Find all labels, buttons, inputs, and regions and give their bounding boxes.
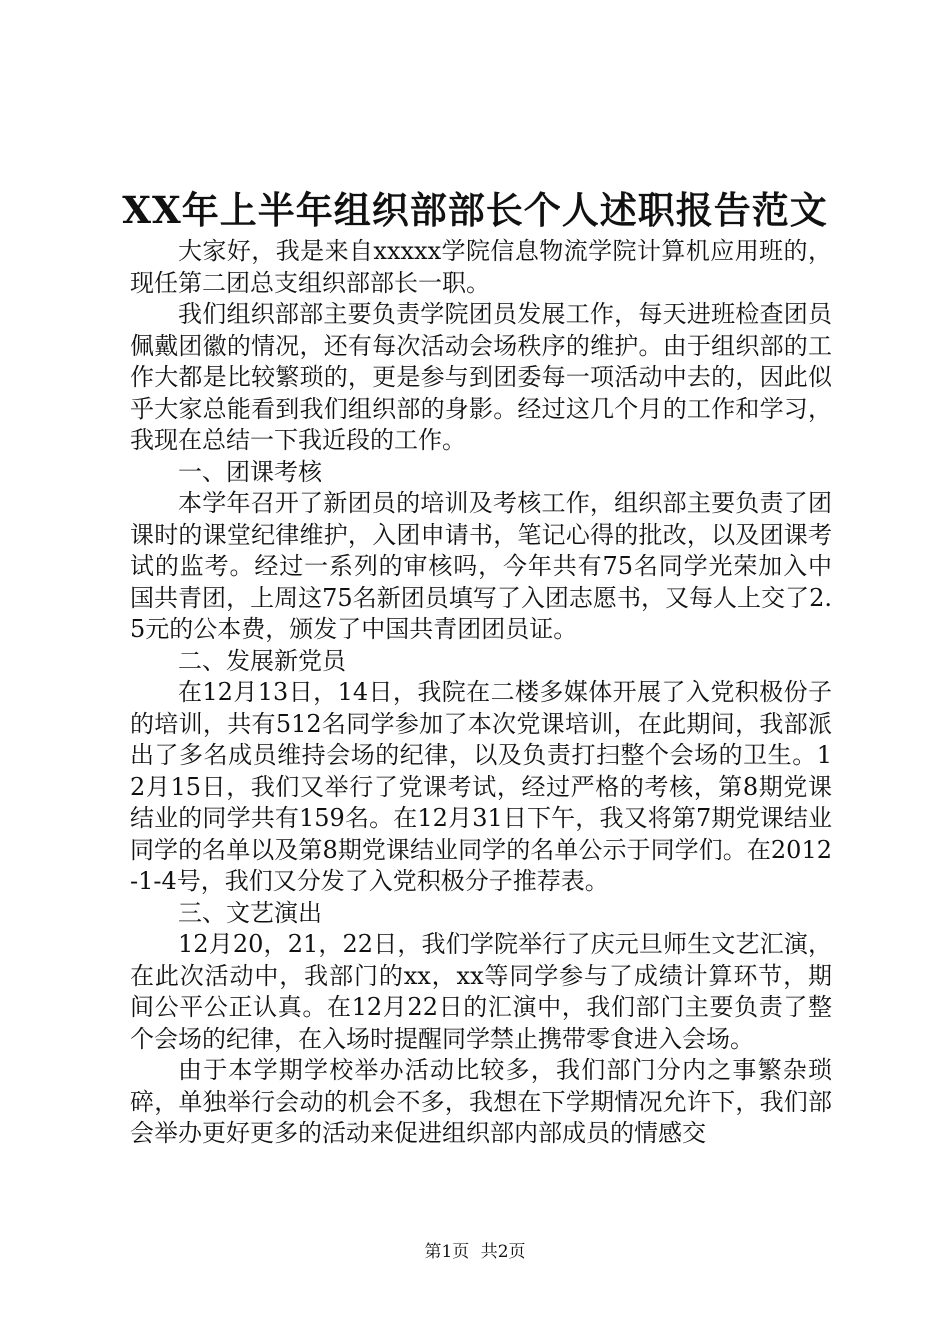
paragraph-intro: 大家好，我是来自xxxxx学院信息物流学院计算机应用班的，现任第二团总支组织部部长一职。 xyxy=(130,237,832,297)
section-heading-1: 一、团课考核 xyxy=(178,457,322,486)
paragraph-overview: 我们组织部部主要负责学院团员发展工作，每天进班检查团员佩戴团徽的情况，还有每次活动会场秩序的维护。由于组织部的工作大都是比较繁琐的，更是参与到团委每一项活动中去的，因此似乎大家总能看到我们组织部的身影。经过这几个月的工作和学习，我现在总结一下我近段的工作。 xyxy=(130,300,832,454)
section-heading-3: 三、文艺演出 xyxy=(178,898,322,927)
page-footer xyxy=(0,1240,950,1264)
paragraph-section-1: 本学年召开了新团员的培训及考核工作，组织部主要负责了团课时的课堂纪律维护，入团申请书，笔记心得的批改，以及团课考试的监考。经过一系列的审核吗，今年共有75名同学光荣加入中国共青团，上周这75名新团员填写了入团志愿书，又每人上交了2.5元的公本费，颁发了中国共青团团员证。 xyxy=(130,489,832,643)
paragraph-section-3: 12月20，21，22日，我们学院举行了庆元旦师生文艺汇演，在此次活动中，我部门的xx，xx等同学参与了成绩计算环节，期间公平公正认真。在12月22日的汇演中，我们部门主要负责了整个会场的纪律，在入场时提醒同学禁止携带零食进入会场。 xyxy=(130,930,832,1053)
document-title: XX年上半年组织部部长个人述职报告范文 xyxy=(122,188,828,232)
paragraph-closing: 由于本学期学校举办活动比较多，我们部门分内之事繁杂琐碎，单独举行会动的机会不多，我想在下学期情况允许下，我们部会举办更好更多的活动来促进组织部内部成员的情感交 xyxy=(130,1056,832,1147)
section-heading-2: 二、发展新党员 xyxy=(178,646,346,675)
page-total: 共2页 xyxy=(480,1242,526,1262)
document-body xyxy=(130,236,832,1150)
paragraph-section-2: 在12月13日，14日，我院在二楼多媒体开展了入党积极份子的培训，共有512名同学参加了本次党课培训，在此期间，我部派出了多名成员维持会场的纪律，以及负责打扫整个会场的卫生。12月15日，我们又举行了党课考试，经过严格的考核，第8期党课结业的同学共有159名。在12月31日下午，我又将第7期党课结业同学的名单以及第8期党课结业同学的名单公示于同学们。在2012-1-4号，我们又分发了入党积极分子推荐表。 xyxy=(130,678,832,895)
page-number: 第1页 xyxy=(424,1242,470,1262)
